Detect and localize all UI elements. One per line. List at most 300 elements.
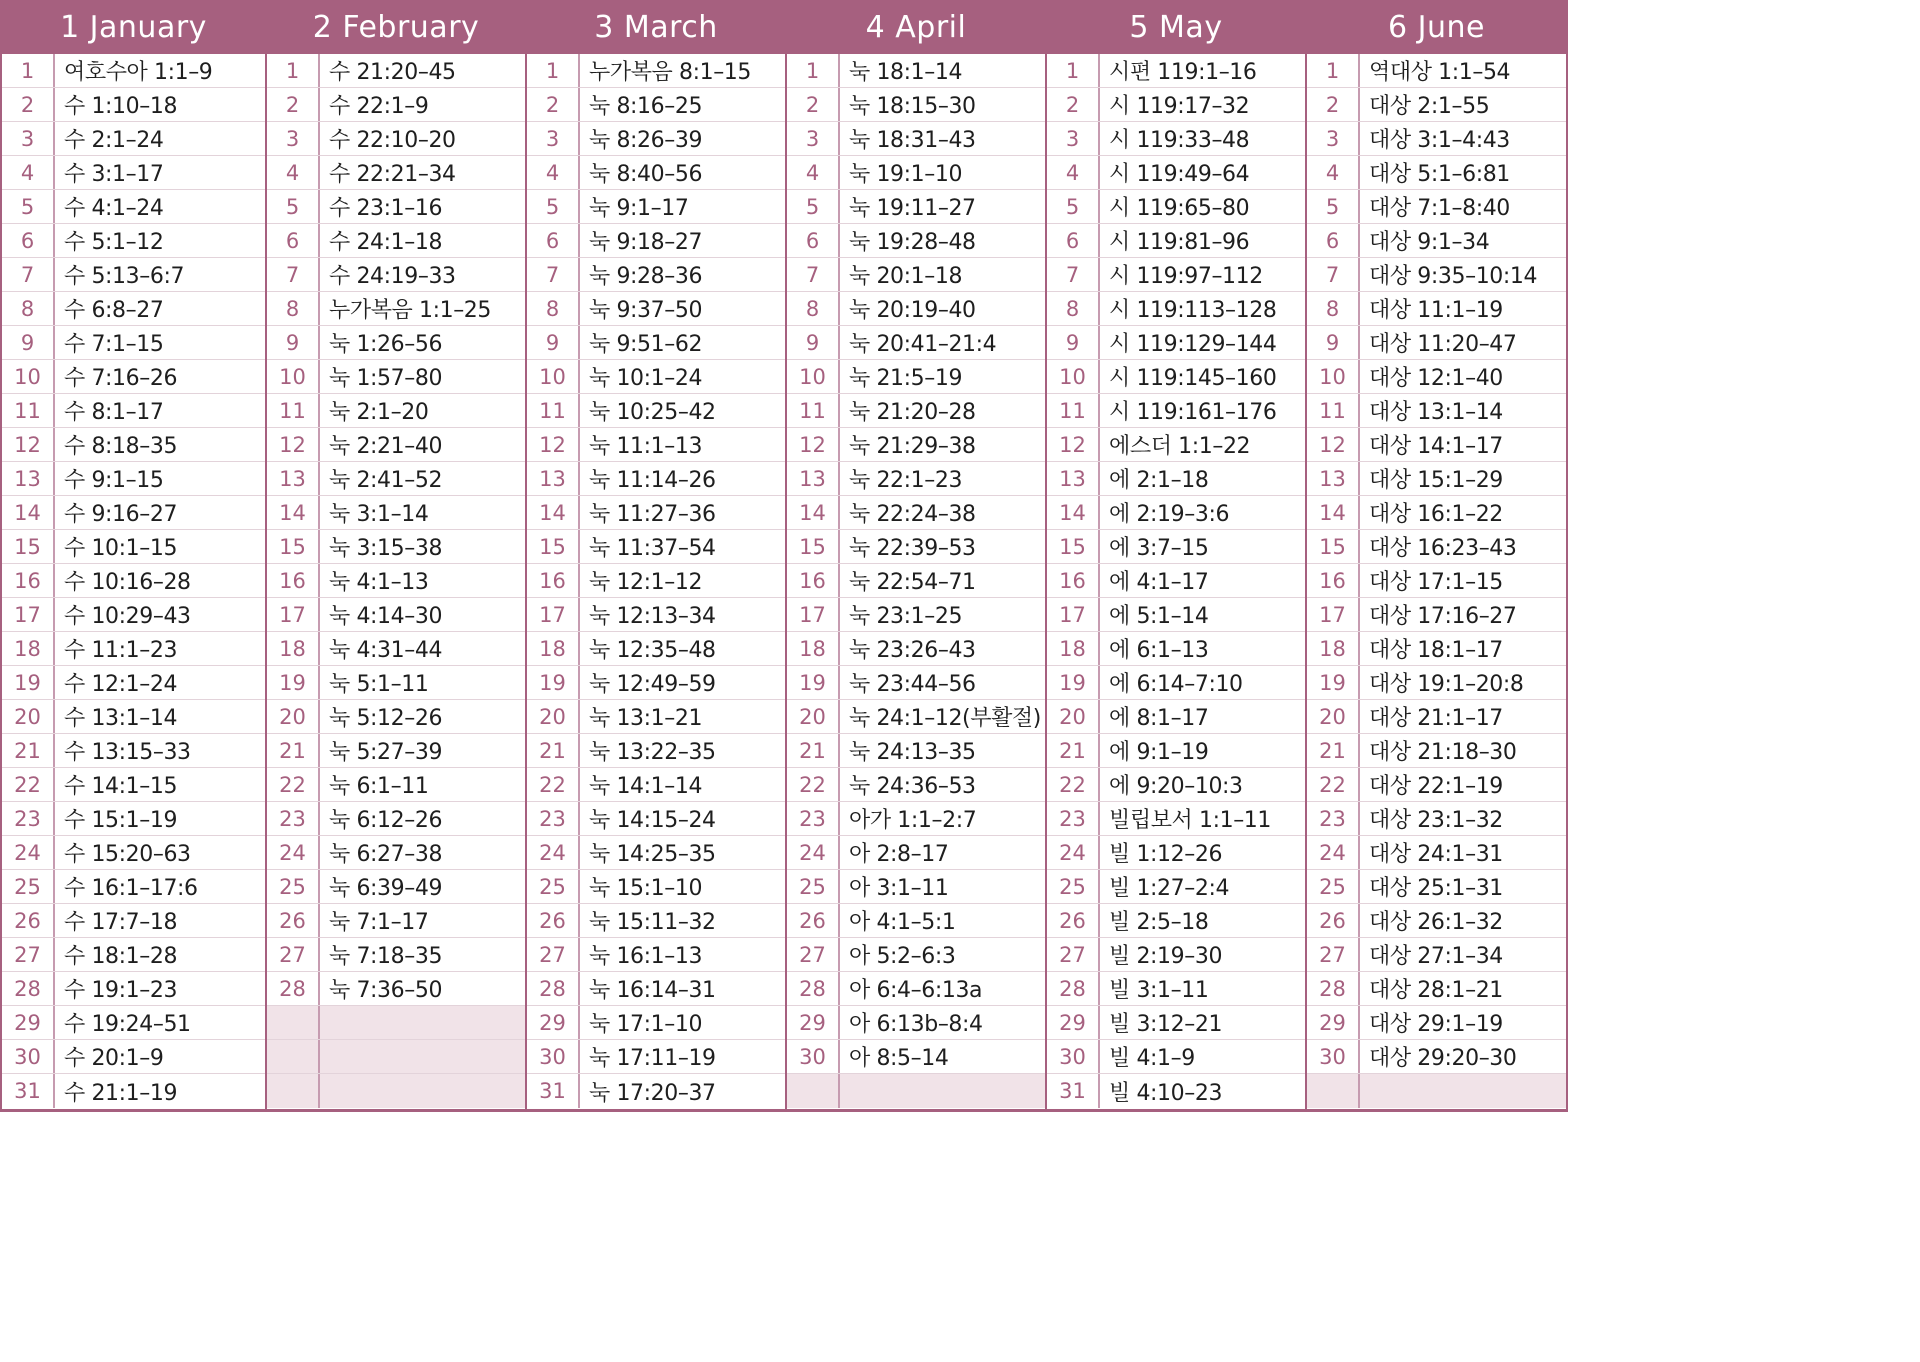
day-number: 29	[1307, 1006, 1360, 1039]
day-number: 16	[1047, 564, 1100, 597]
month-header: 5 May	[1129, 9, 1223, 45]
day-number: 10	[1047, 360, 1100, 393]
day-row	[267, 88, 525, 122]
reading-passage: 수 24:1–18	[329, 230, 443, 255]
day-number: 13	[1047, 462, 1100, 495]
month-header: 3 March	[594, 9, 718, 45]
day-row	[2, 428, 265, 462]
day-row	[1047, 632, 1305, 666]
month-body	[1047, 54, 1305, 1109]
day-row	[787, 768, 1045, 802]
day-number: 21	[527, 734, 580, 767]
reading-passage: 시 119:81–96	[1109, 230, 1250, 255]
day-number: 21	[787, 734, 840, 767]
day-number: 10	[527, 360, 580, 393]
reading-passage: 수 22:1–9	[329, 94, 429, 119]
day-number: 12	[787, 428, 840, 461]
reading-passage: 눅 20:19–40	[849, 298, 976, 323]
day-number: 23	[1307, 802, 1360, 835]
reading-passage: 눅 9:51–62	[589, 332, 703, 357]
day-number: 2	[527, 88, 580, 121]
day-row	[2, 734, 265, 768]
day-number: 3	[1307, 122, 1360, 155]
day-row	[1047, 326, 1305, 360]
reading-passage: 눅 1:26–56	[329, 332, 443, 357]
reading-passage: 대상 17:1–15	[1369, 570, 1503, 595]
day-row	[1307, 564, 1566, 598]
reading-passage: 수 18:1–28	[64, 944, 178, 969]
day-number: 15	[1307, 530, 1360, 563]
day-number: 11	[1047, 394, 1100, 427]
day-number: 15	[267, 530, 320, 563]
reading-passage: 눅 11:14–26	[589, 468, 716, 493]
day-number: 4	[267, 156, 320, 189]
month-body	[2, 54, 265, 1109]
reading-passage: 눅 10:25–42	[589, 400, 716, 425]
day-row	[787, 632, 1045, 666]
day-row	[267, 496, 525, 530]
day-number: 20	[787, 700, 840, 733]
day-number: 14	[527, 496, 580, 529]
day-row	[1307, 326, 1566, 360]
day-row	[1047, 598, 1305, 632]
day-number: 18	[1047, 632, 1100, 665]
day-number: 24	[267, 836, 320, 869]
reading-passage: 눅 9:37–50	[589, 298, 703, 323]
empty-day-row	[787, 1074, 1045, 1108]
day-number: 8	[527, 292, 580, 325]
day-number: 22	[787, 768, 840, 801]
reading-passage: 아 2:8–17	[849, 842, 949, 867]
reading-passage: 눅 7:18–35	[329, 944, 443, 969]
day-row	[267, 666, 525, 700]
reading-passage: 대상 15:1–29	[1369, 468, 1503, 493]
day-row	[1047, 734, 1305, 768]
day-number: 18	[2, 632, 55, 665]
reading-passage: 수 10:1–15	[64, 536, 178, 561]
day-number: 20	[2, 700, 55, 733]
day-number: 8	[1047, 292, 1100, 325]
reading-passage: 대상 29:1–19	[1369, 1012, 1503, 1037]
reading-passage: 수 22:21–34	[329, 162, 456, 187]
day-row	[787, 394, 1045, 428]
day-number: 1	[1047, 54, 1100, 87]
day-number: 28	[267, 972, 320, 1005]
reading-passage: 빌 4:10–23	[1109, 1080, 1223, 1106]
reading-passage: 빌 1:12–26	[1109, 842, 1223, 867]
reading-passage: 눅 5:1–11	[329, 672, 429, 697]
day-row	[267, 564, 525, 598]
reading-passage: 눅 17:1–10	[589, 1012, 703, 1037]
reading-passage: 수 19:24–51	[64, 1012, 191, 1037]
day-row	[267, 394, 525, 428]
day-number: 9	[787, 326, 840, 359]
day-row	[2, 666, 265, 700]
reading-passage: 눅 8:16–25	[589, 94, 703, 119]
day-row	[267, 938, 525, 972]
day-row	[527, 88, 785, 122]
reading-passage: 수 24:19–33	[329, 264, 456, 289]
day-number: 11	[787, 394, 840, 427]
day-number: 19	[787, 666, 840, 699]
reading-passage: 대상 28:1–21	[1369, 978, 1503, 1003]
reading-passage: 눅 22:1–23	[849, 468, 963, 493]
day-row	[2, 972, 265, 1006]
day-row	[1307, 768, 1566, 802]
month-body	[1307, 54, 1566, 1109]
day-row	[1307, 156, 1566, 190]
reading-passage: 에 4:1–17	[1109, 570, 1209, 595]
day-row	[527, 734, 785, 768]
day-number: 28	[527, 972, 580, 1005]
reading-passage	[320, 1074, 525, 1108]
reading-passage: 에 9:20–10:3	[1109, 774, 1243, 799]
day-number: 8	[787, 292, 840, 325]
reading-passage: 눅 7:1–17	[329, 910, 429, 935]
day-number: 15	[787, 530, 840, 563]
day-row	[2, 190, 265, 224]
day-number: 21	[2, 734, 55, 767]
day-row	[1307, 394, 1566, 428]
day-row	[787, 496, 1045, 530]
day-number: 5	[1307, 190, 1360, 223]
day-row	[267, 462, 525, 496]
reading-passage: 눅 3:15–38	[329, 536, 443, 561]
reading-passage: 에 3:7–15	[1109, 536, 1209, 561]
day-number: 23	[787, 802, 840, 835]
day-number: 17	[787, 598, 840, 631]
day-row	[2, 1006, 265, 1040]
day-number: 22	[1047, 768, 1100, 801]
reading-passage: 눅 4:1–13	[329, 570, 429, 595]
day-row	[1307, 904, 1566, 938]
day-number: 26	[267, 904, 320, 937]
reading-passage: 눅 14:1–14	[589, 774, 703, 799]
reading-passage: 아 6:13b–8:4	[849, 1012, 983, 1037]
day-number: 13	[2, 462, 55, 495]
day-row	[1307, 54, 1566, 88]
day-number: 7	[2, 258, 55, 291]
day-row	[787, 904, 1045, 938]
day-number: 29	[2, 1006, 55, 1039]
reading-passage: 수 2:1–24	[64, 128, 164, 153]
day-number: 4	[1307, 156, 1360, 189]
reading-passage: 대상 11:1–19	[1369, 298, 1503, 323]
day-number: 25	[1047, 870, 1100, 903]
day-row	[787, 156, 1045, 190]
day-number: 8	[1307, 292, 1360, 325]
day-number: 3	[787, 122, 840, 155]
reading-passage: 시 119:161–176	[1109, 400, 1277, 425]
day-row	[1047, 190, 1305, 224]
day-number: 17	[1307, 598, 1360, 631]
day-number: 20	[1307, 700, 1360, 733]
day-number: 16	[787, 564, 840, 597]
day-number: 1	[527, 54, 580, 87]
month-header: 2 February	[312, 9, 480, 45]
reading-passage: 아 6:4–6:13a	[849, 978, 983, 1003]
reading-passage: 수 9:16–27	[64, 502, 178, 527]
day-number: 5	[1047, 190, 1100, 223]
reading-passage: 눅 8:40–56	[589, 162, 703, 187]
day-number: 24	[1047, 836, 1100, 869]
reading-passage: 에스더 1:1–22	[1109, 434, 1251, 459]
month-column-april	[787, 0, 1045, 1112]
day-number: 14	[2, 496, 55, 529]
day-row	[527, 598, 785, 632]
day-row	[527, 292, 785, 326]
day-number: 6	[1047, 224, 1100, 257]
day-row	[267, 768, 525, 802]
day-row	[787, 1040, 1045, 1074]
day-row	[527, 360, 785, 394]
reading-passage: 수 15:20–63	[64, 842, 191, 867]
day-row	[1047, 836, 1305, 870]
day-number: 14	[787, 496, 840, 529]
day-number: 15	[527, 530, 580, 563]
day-row	[1047, 156, 1305, 190]
day-number	[787, 1074, 840, 1108]
day-row	[787, 938, 1045, 972]
day-number: 28	[1047, 972, 1100, 1005]
day-row	[1047, 1006, 1305, 1040]
day-row	[1307, 258, 1566, 292]
day-row	[787, 54, 1045, 88]
day-row	[2, 870, 265, 904]
reading-passage: 눅 23:26–43	[849, 638, 976, 663]
day-row	[267, 54, 525, 88]
day-number: 5	[527, 190, 580, 223]
day-number: 19	[267, 666, 320, 699]
day-number: 16	[2, 564, 55, 597]
day-row	[527, 1074, 785, 1108]
day-number: 16	[267, 564, 320, 597]
day-number: 1	[787, 54, 840, 87]
day-number: 8	[2, 292, 55, 325]
day-number: 24	[527, 836, 580, 869]
day-row	[2, 258, 265, 292]
month-body	[787, 54, 1045, 1109]
day-row	[527, 904, 785, 938]
day-number: 27	[787, 938, 840, 971]
reading-passage: 수 12:1–24	[64, 672, 178, 697]
reading-passage: 눅 17:11–19	[589, 1046, 716, 1071]
day-number: 10	[267, 360, 320, 393]
day-number: 30	[787, 1040, 840, 1073]
day-row	[527, 54, 785, 88]
reading-passage: 수 21:20–45	[329, 60, 456, 85]
reading-passage: 대상 21:18–30	[1369, 740, 1517, 765]
reading-passage: 눅 20:1–18	[849, 264, 963, 289]
reading-passage: 수 1:10–18	[64, 94, 178, 119]
day-row	[1047, 292, 1305, 326]
day-number: 7	[1047, 258, 1100, 291]
reading-passage: 대상 5:1–6:81	[1369, 162, 1510, 187]
day-number: 1	[267, 54, 320, 87]
day-number: 26	[2, 904, 55, 937]
reading-passage: 눅 16:1–13	[589, 944, 703, 969]
day-number: 9	[267, 326, 320, 359]
day-number: 26	[1047, 904, 1100, 937]
reading-passage: 누가복음 1:1–25	[329, 298, 492, 323]
day-row	[527, 972, 785, 1006]
day-number: 29	[527, 1006, 580, 1039]
day-number: 28	[1307, 972, 1360, 1005]
day-row	[267, 122, 525, 156]
day-number: 17	[527, 598, 580, 631]
day-number: 17	[1047, 598, 1100, 631]
reading-passage: 수 23:1–16	[329, 196, 443, 221]
day-row	[267, 224, 525, 258]
day-row	[2, 564, 265, 598]
day-number: 12	[2, 428, 55, 461]
reading-passage: 대상 7:1–8:40	[1369, 196, 1510, 221]
reading-passage: 아가 1:1–2:7	[849, 808, 977, 833]
day-number: 27	[1047, 938, 1100, 971]
day-number: 27	[267, 938, 320, 971]
day-row	[1047, 88, 1305, 122]
day-row	[2, 156, 265, 190]
reading-passage: 눅 21:5–19	[849, 366, 963, 391]
day-row	[1307, 190, 1566, 224]
reading-passage: 수 7:16–26	[64, 366, 178, 391]
day-number: 30	[1047, 1040, 1100, 1073]
day-number: 30	[1307, 1040, 1360, 1073]
day-row	[2, 904, 265, 938]
month-column-june	[1307, 0, 1566, 1112]
day-row	[1307, 292, 1566, 326]
reading-passage: 수 21:1–19	[64, 1080, 178, 1106]
day-row	[2, 462, 265, 496]
day-row	[1307, 428, 1566, 462]
empty-day-row	[1307, 1074, 1566, 1108]
day-number: 12	[1047, 428, 1100, 461]
day-row	[1307, 734, 1566, 768]
day-number: 14	[1047, 496, 1100, 529]
reading-passage: 눅 6:27–38	[329, 842, 443, 867]
day-row	[267, 190, 525, 224]
day-row	[527, 870, 785, 904]
reading-passage: 대상 11:20–47	[1369, 332, 1517, 357]
day-row	[1047, 224, 1305, 258]
day-number: 22	[527, 768, 580, 801]
month-body	[527, 54, 785, 1109]
day-number: 31	[2, 1074, 55, 1108]
reading-passage: 눅 14:25–35	[589, 842, 716, 867]
day-number: 18	[787, 632, 840, 665]
day-row	[787, 292, 1045, 326]
day-number: 21	[1047, 734, 1100, 767]
day-row	[787, 258, 1045, 292]
day-row	[1047, 462, 1305, 496]
day-row	[527, 768, 785, 802]
day-number: 3	[527, 122, 580, 155]
reading-passage: 대상 25:1–31	[1369, 876, 1503, 901]
day-row	[1307, 938, 1566, 972]
day-row	[527, 156, 785, 190]
day-number: 6	[2, 224, 55, 257]
day-number: 16	[1307, 564, 1360, 597]
day-number: 9	[527, 326, 580, 359]
day-row	[787, 564, 1045, 598]
day-number: 12	[527, 428, 580, 461]
day-number: 22	[1307, 768, 1360, 801]
day-row	[267, 360, 525, 394]
day-number: 23	[527, 802, 580, 835]
day-row	[267, 258, 525, 292]
reading-passage: 대상 24:1–31	[1369, 842, 1503, 867]
reading-passage: 눅 11:27–36	[589, 502, 716, 527]
reading-passage: 눅 12:1–12	[589, 570, 703, 595]
reading-passage: 눅 18:1–14	[849, 60, 963, 85]
day-number: 22	[267, 768, 320, 801]
day-number: 30	[527, 1040, 580, 1073]
day-row	[787, 666, 1045, 700]
day-number: 7	[527, 258, 580, 291]
empty-day-row	[267, 1040, 525, 1074]
day-number: 14	[267, 496, 320, 529]
reading-passage: 에 9:1–19	[1109, 740, 1209, 765]
day-row	[527, 190, 785, 224]
reading-passage: 대상 21:1–17	[1369, 706, 1503, 731]
reading-passage: 눅 24:1–12(부활절)	[849, 706, 1041, 731]
reading-passage: 눅 9:18–27	[589, 230, 703, 255]
reading-passage: 눅 20:41–21:4	[849, 332, 997, 357]
day-number: 26	[1307, 904, 1360, 937]
reading-passage: 눅 22:54–71	[849, 570, 976, 595]
reading-passage: 눅 24:13–35	[849, 740, 976, 765]
day-number: 2	[1047, 88, 1100, 121]
day-row	[1307, 972, 1566, 1006]
day-number: 13	[1307, 462, 1360, 495]
reading-passage: 수 7:1–15	[64, 332, 164, 357]
day-row	[527, 666, 785, 700]
day-number	[1307, 1074, 1360, 1108]
reading-passage: 대상 17:16–27	[1369, 604, 1517, 629]
day-row	[1307, 870, 1566, 904]
day-number: 6	[527, 224, 580, 257]
day-row	[2, 292, 265, 326]
day-row	[2, 802, 265, 836]
reading-passage: 대상 16:23–43	[1369, 536, 1517, 561]
day-number: 30	[2, 1040, 55, 1073]
reading-passage: 시 119:17–32	[1109, 94, 1250, 119]
day-number: 18	[267, 632, 320, 665]
day-number: 10	[1307, 360, 1360, 393]
day-number: 28	[2, 972, 55, 1005]
day-number: 15	[1047, 530, 1100, 563]
reading-passage: 대상 9:35–10:14	[1369, 264, 1538, 289]
day-row	[2, 938, 265, 972]
day-number: 9	[2, 326, 55, 359]
day-number: 11	[267, 394, 320, 427]
reading-passage: 대상 22:1–19	[1369, 774, 1503, 799]
reading-passage: 눅 4:31–44	[329, 638, 443, 663]
reading-passage: 수 22:10–20	[329, 128, 456, 153]
day-row	[1047, 530, 1305, 564]
reading-passage: 눅 21:20–28	[849, 400, 976, 425]
day-row	[787, 700, 1045, 734]
reading-passage: 빌 3:12–21	[1109, 1012, 1223, 1037]
reading-passage: 대상 29:20–30	[1369, 1046, 1517, 1071]
day-row	[787, 122, 1045, 156]
reading-passage: 시 119:33–48	[1109, 128, 1250, 153]
reading-passage	[840, 1074, 1045, 1108]
day-row	[2, 326, 265, 360]
reading-passage: 눅 22:39–53	[849, 536, 976, 561]
reading-passage: 눅 9:28–36	[589, 264, 703, 289]
reading-passage: 빌 4:1–9	[1109, 1046, 1195, 1071]
